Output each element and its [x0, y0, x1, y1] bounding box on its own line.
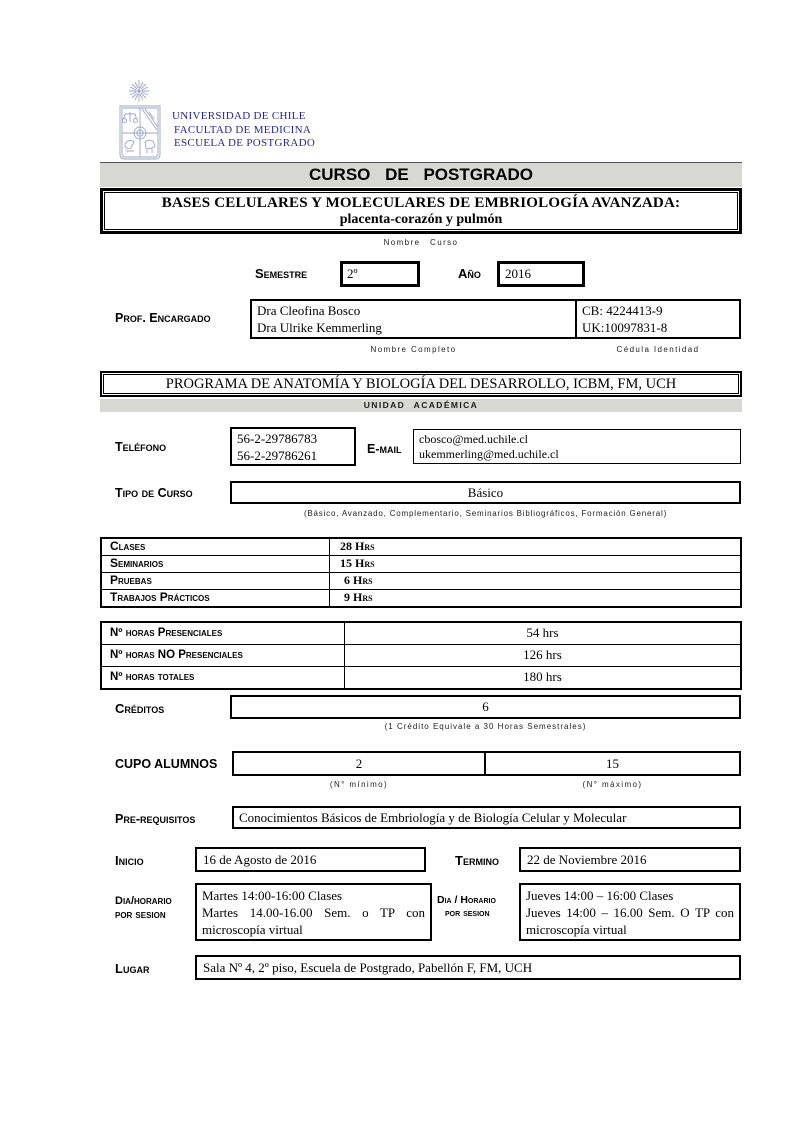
year-label: Año: [458, 266, 481, 281]
professor-name-1: Dra Cleofina Bosco: [257, 303, 361, 318]
year-value: 2016: [505, 266, 531, 281]
year-value-box: [497, 261, 585, 287]
university-crest-icon: [112, 78, 168, 166]
table-row: [102, 572, 740, 589]
total-row-label: Nº horas totales: [102, 667, 345, 688]
schedule-right-label: [437, 894, 496, 920]
professor-ids-box: [575, 299, 741, 339]
table-row: [102, 666, 740, 688]
semester-value: 2º: [347, 266, 358, 281]
email-box: [413, 429, 741, 464]
professor-ids-caption: Cédula Identidad: [616, 345, 700, 354]
prerequisites-box: [232, 806, 741, 829]
professor-id-2: UK:10097831-8: [582, 320, 668, 335]
professor-names-caption: Nombre Completo: [370, 345, 457, 354]
email-2: ukemmerling@med.uchile.cl: [419, 447, 559, 461]
total-row-label: Nº horas Presenciales: [102, 623, 345, 644]
hours-table: [100, 537, 742, 608]
schedule-left-entry1: Martes 14:00-16:00 Clases: [202, 888, 343, 903]
semester-value-box: [340, 261, 420, 287]
end-value: 22 de Noviembre 2016: [527, 852, 647, 867]
total-row-value: 54 hrs: [526, 625, 559, 640]
credits-label: Créditos: [115, 701, 165, 716]
course-name-line1: BASES CELULARES Y MOLECULARES DE EMBRIOLOGÍA AVANZADA:: [161, 195, 681, 211]
schedule-left-label-line2: por sesion: [115, 909, 166, 921]
total-row-value: 180 hrs: [523, 669, 562, 684]
phone-box: [230, 427, 356, 466]
schedule-right-entry2: Jueves 14:00 – 16.00 Sem. O TP con microscopía virtual: [526, 905, 734, 937]
schedule-left-box: [195, 883, 432, 941]
schedule-left-label: [115, 894, 172, 922]
credits-caption: (1 Crédito Equivale a 30 Horas Semestrales): [384, 722, 587, 731]
prerequisites-label: Pre-requisitos: [115, 812, 196, 826]
program-caption-band: [100, 399, 742, 412]
table-row: [102, 539, 740, 555]
phone-1: 56-2-29786783: [237, 431, 318, 446]
schedule-right-label-line2: por sesion: [445, 907, 490, 919]
university-name: UNIVERSIDAD DE CHILE: [172, 110, 306, 122]
course-type-box: [230, 481, 741, 504]
course-name-line2: placenta-corazón y pulmón: [339, 212, 503, 227]
hours-row-value: 9 Hrs: [344, 590, 373, 604]
quota-max-value: 15: [606, 756, 619, 771]
hours-row-label: Clases: [102, 539, 330, 555]
program-caption: UNIDAD ACADÉMICA: [363, 400, 479, 410]
table-row: [102, 644, 740, 666]
start-value: 16 de Agosto de 2016: [203, 852, 317, 867]
course-type-caption: (Básico, Avanzado, Complementario, Seminarios Bibliográficos, Formación General): [303, 509, 668, 518]
table-row: [102, 623, 740, 644]
quota-max-box: [484, 751, 741, 776]
program-box: [100, 371, 742, 397]
hours-row-label: Seminarios: [102, 556, 330, 572]
start-box: [195, 847, 426, 872]
credits-box: [230, 695, 741, 719]
location-label: Lugar: [115, 961, 150, 976]
schedule-right-entry1: Jueves 14:00 – 16:00 Clases: [526, 888, 674, 903]
semester-label: Semestre: [255, 266, 308, 281]
credits-value: 6: [482, 699, 489, 714]
quota-max-caption: (N° máximo): [582, 780, 643, 789]
end-box: [519, 847, 741, 872]
course-type-label: Tipo de Curso: [115, 486, 193, 500]
quota-min-caption: (N° mínimo): [329, 780, 389, 789]
start-label: Inicio: [115, 853, 144, 868]
hours-row-value: 28 Hrs: [340, 539, 375, 553]
schedule-left-label-line1: Dia/horario: [115, 895, 172, 907]
phone-2: 56-2-29786261: [237, 448, 318, 463]
email-1: cbosco@med.uchile.cl: [419, 432, 529, 446]
school-name: ESCUELA DE POSTGRADO: [174, 137, 316, 149]
email-label: E-mail: [367, 442, 402, 456]
course-name-box: [100, 188, 742, 234]
phone-label: Teléfono: [115, 440, 167, 454]
professor-names-box: [250, 299, 577, 339]
hours-row-value: 15 Hrs: [340, 556, 375, 570]
course-type-value: Básico: [467, 485, 504, 500]
end-label: Termino: [455, 853, 499, 868]
location-value: Sala Nº 4, 2º piso, Escuela de Postgrado, Pabellón F, FM, UCH: [203, 960, 533, 975]
table-row: [102, 555, 740, 572]
location-box: [195, 955, 741, 980]
total-hours-table: [100, 621, 742, 690]
total-row-label: Nº horas NO Presenciales: [102, 645, 345, 666]
schedule-right-box: [519, 883, 741, 941]
hours-row-value: 6 Hrs: [344, 573, 373, 587]
university-header: [172, 110, 315, 151]
table-row: [102, 589, 740, 606]
quota-min-value: 2: [355, 756, 363, 771]
quota-min-box: [232, 751, 486, 776]
page-title: CURSO DE POSTGRADO: [100, 162, 742, 187]
hours-row-label: Pruebas: [102, 573, 330, 589]
hours-row-label: Trabajos Prácticos: [102, 590, 330, 606]
professor-name-2: Dra Ulrike Kemmerling: [257, 320, 382, 335]
quota-label: CUPO ALUMNOS: [115, 757, 218, 771]
schedule-right-label-line1: Dia / Horario: [437, 894, 496, 906]
schedule-left-entry2: Martes 14.00-16.00 Sem. o TP con microscopía virtual: [202, 905, 425, 937]
course-name-caption: Nombre Curso: [383, 238, 459, 247]
professor-id-1: CB: 4224413-9: [582, 303, 663, 318]
program-name: PROGRAMA DE ANATOMÍA Y BIOLOGÍA DEL DESARROLLO, ICBM, FM, UCH: [165, 376, 677, 392]
total-row-value: 126 hrs: [523, 647, 562, 662]
prerequisites-value: Conocimientos Básicos de Embriología y de Biología Celular y Molecular: [239, 810, 627, 825]
professor-label: Prof. Encargado: [115, 311, 211, 325]
faculty-name: FACULTAD DE MEDICINA: [174, 123, 312, 136]
